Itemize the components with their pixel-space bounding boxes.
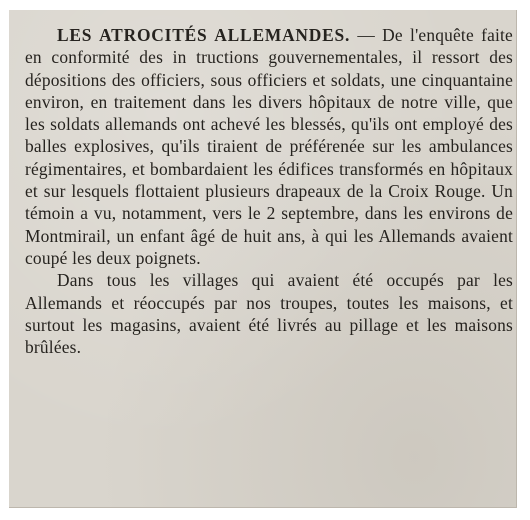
newspaper-clipping bbox=[9, 10, 517, 508]
article-paragraph-2: Dans tous les villages qui avaient été occupés par les Allemands et réoccupés par nos troupes, toutes les maisons, et surtout les magasins, avaient été livrés au pillage et les maisons brûlées. bbox=[25, 270, 513, 358]
article-headline: LES ATROCITÉS ALLEMANDES. bbox=[57, 25, 351, 45]
article-paragraph-1-text: — De l'enquête faite en conformité des in tructions gouvernementales, il ressort des dépositions des officiers, sous officiers et soldats, une cinquantaine environ, en traitement dans les divers hôpitaux de notre ville, que les soldats allemands ont achevé les blessés, qu'ils ont employé des balles explosives, qu'ils tiraient de préférenée sur les ambulances régimentaires, et bombardaient les édifices transformés en hôpitaux et sur lesquels flottaient plusieurs drapeaux de la Croix Rouge. Un témoin a vu, notamment, vers le 2 septembre, dans les environs de Montmirail, un enfant âgé de huit ans, à qui les Allemands avaient coupé les deux poignets. bbox=[25, 25, 513, 268]
article-body bbox=[25, 24, 513, 358]
article-paragraph-1 bbox=[25, 24, 513, 269]
